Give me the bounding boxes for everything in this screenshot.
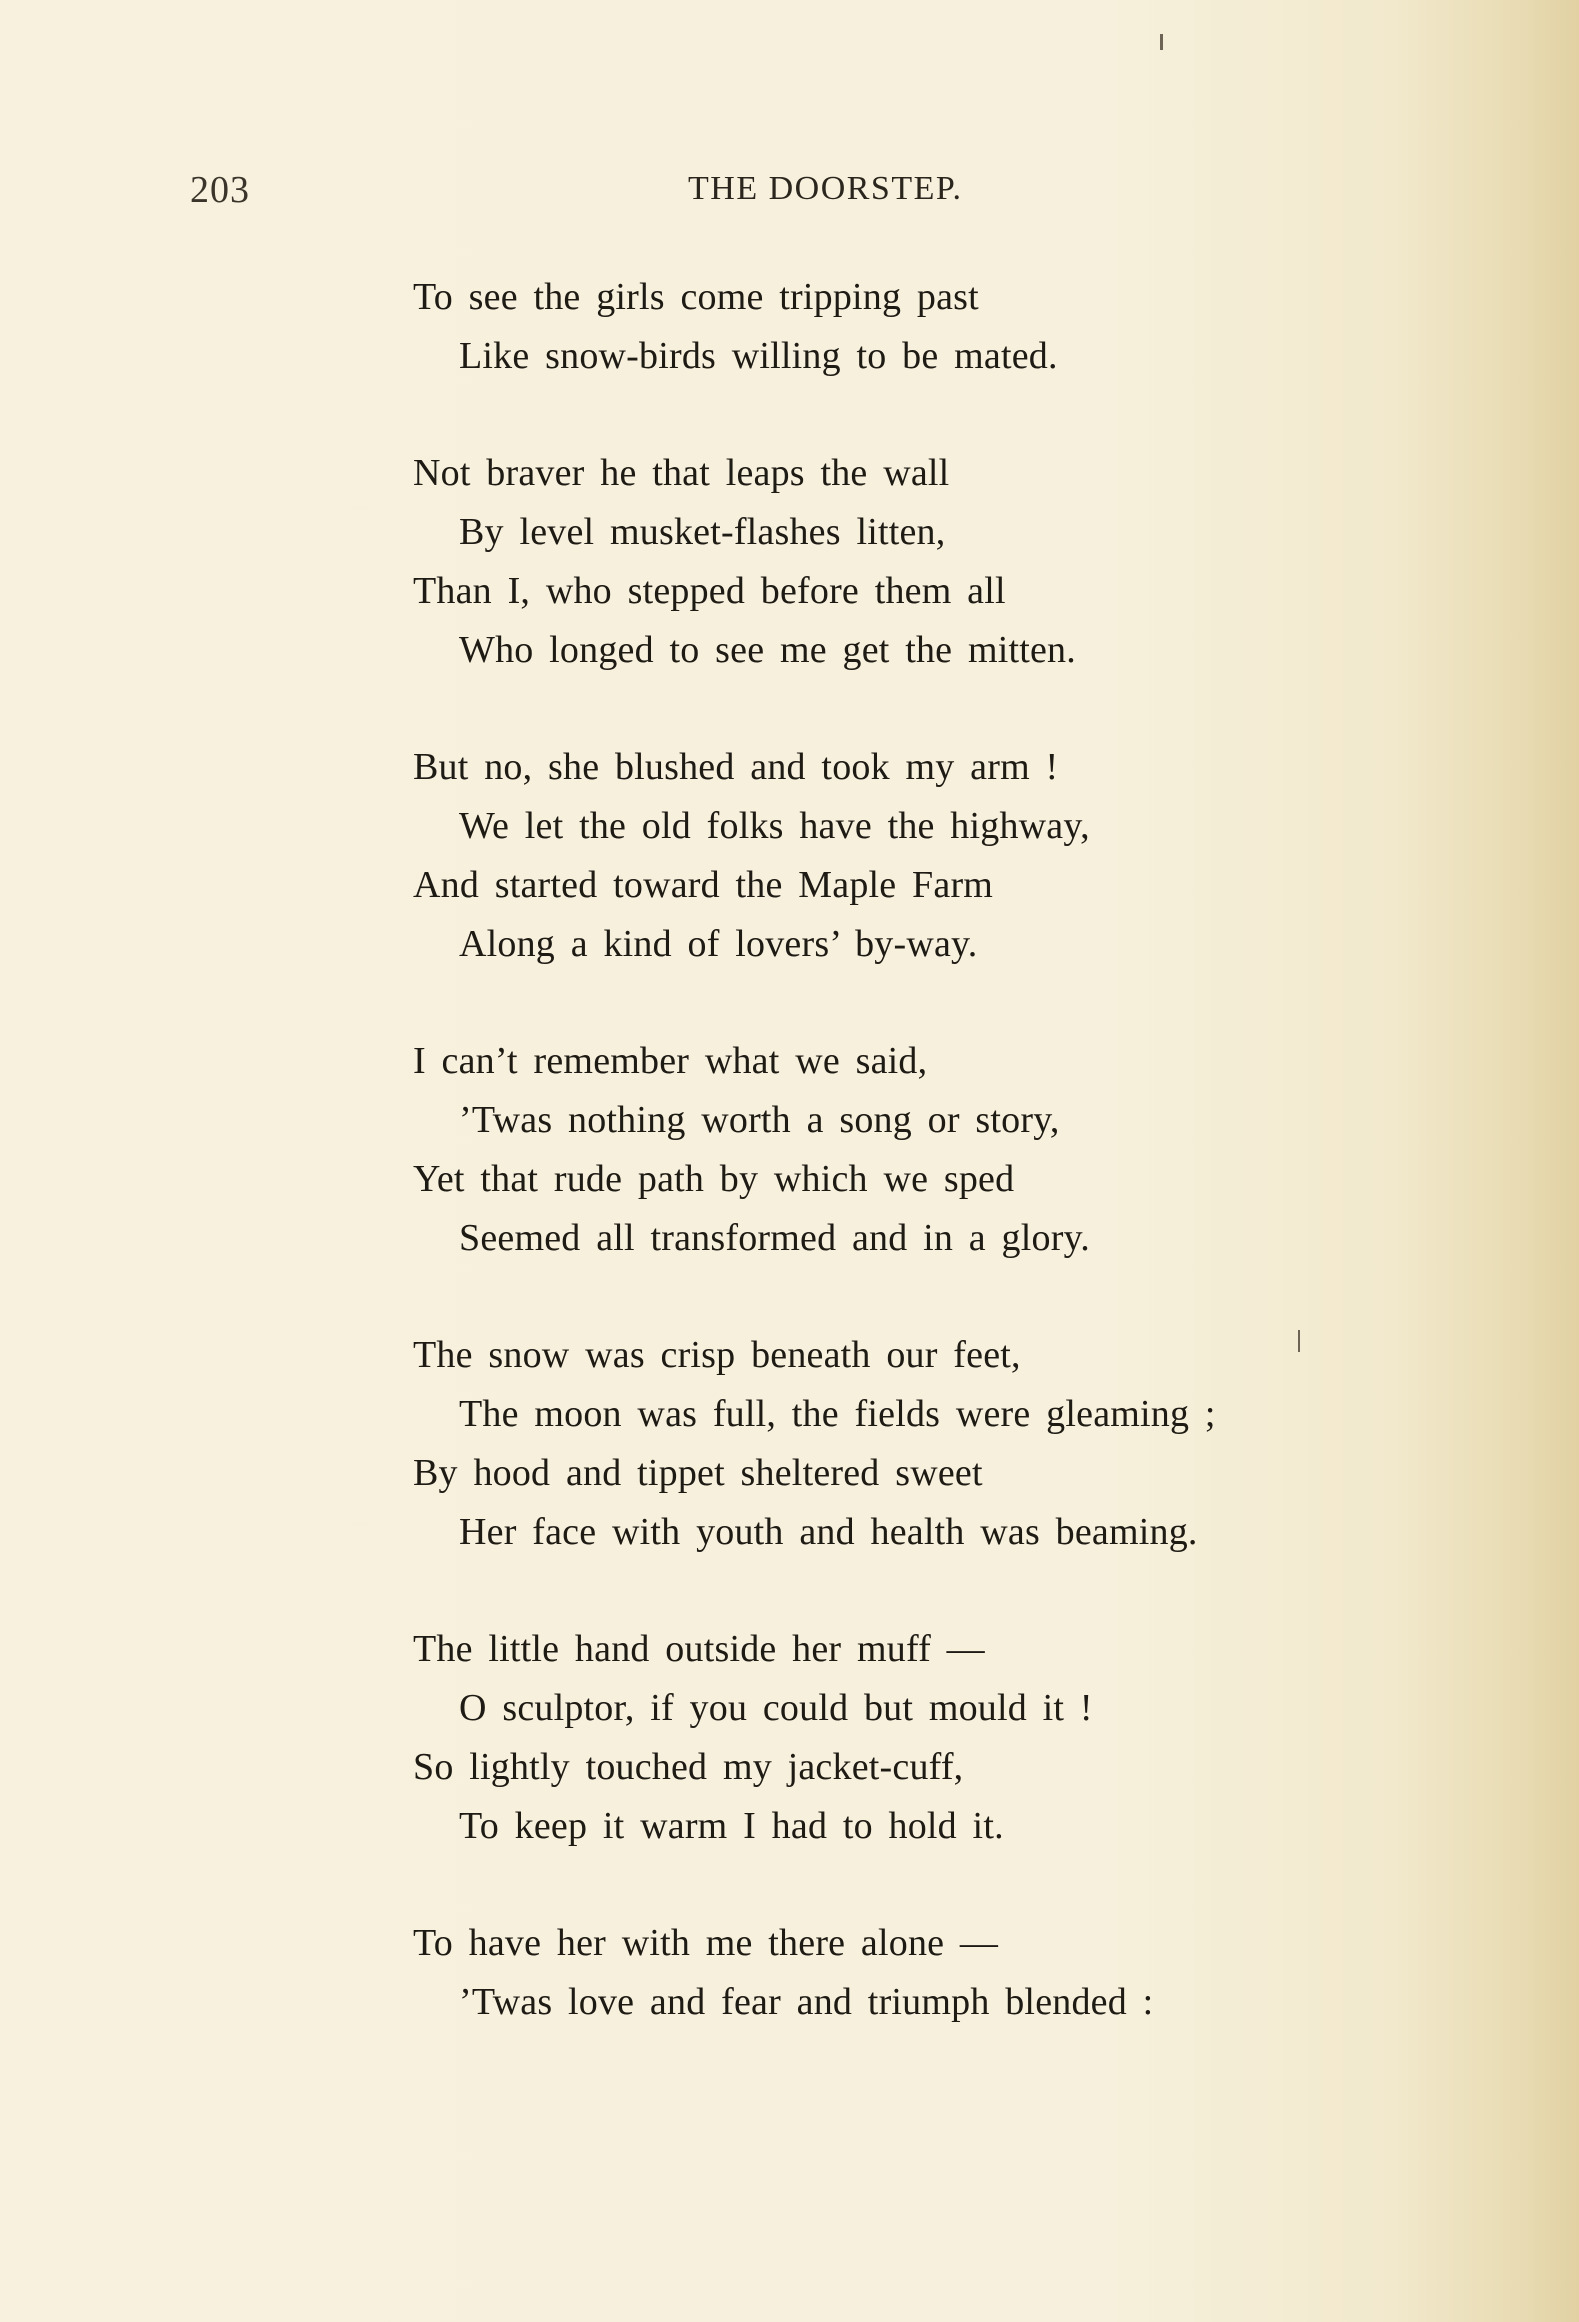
poem-line: Her face with youth and health was beaming. [459, 1511, 1198, 1553]
poem-line: By level musket-flashes litten, [459, 511, 946, 553]
poem-line: By hood and tippet sheltered sweet [413, 1452, 983, 1494]
poem-line: Not braver he that leaps the wall [413, 452, 950, 494]
poem-line: Yet that rude path by which we sped [413, 1158, 1015, 1200]
poem-body [413, 268, 1413, 2090]
poem-line: ’Twas love and fear and triumph blended : [459, 1981, 1154, 2023]
poem-line: But no, she blushed and took my arm ! [413, 746, 1059, 788]
poem-line: To have her with me there alone — [413, 1922, 999, 1964]
poem-line: Than I, who stepped before them all [413, 570, 1006, 612]
poem-line: Along a kind of lovers’ by-way. [459, 923, 978, 965]
stanza [413, 444, 1413, 680]
stanza [413, 1914, 1413, 2032]
running-head [0, 168, 1579, 218]
page-number: 203 [190, 169, 250, 211]
poem-line: The little hand outside her muff — [413, 1628, 985, 1670]
poem-line: Who longed to see me get the mitten. [459, 629, 1076, 671]
poem-line: I can’t remember what we said, [413, 1040, 928, 1082]
poem-line: ’Twas nothing worth a song or story, [459, 1099, 1060, 1141]
ink-speck [1160, 34, 1163, 50]
poem-line: We let the old folks have the highway, [459, 805, 1090, 847]
stanza [413, 1032, 1413, 1268]
poem-line: The moon was full, the fields were gleaming ; [459, 1393, 1216, 1435]
poem-line: And started toward the Maple Farm [413, 864, 994, 906]
poem-line: The snow was crisp beneath our feet, [413, 1334, 1021, 1376]
stanza [413, 268, 1413, 386]
poem-line: Seemed all transformed and in a glory. [459, 1217, 1091, 1259]
page-title: THE DOORSTEP. [688, 170, 963, 207]
poem-line: Like snow-birds willing to be mated. [459, 335, 1058, 377]
poem-line: O sculptor, if you could but mould it ! [459, 1687, 1093, 1729]
poem-line: To keep it warm I had to hold it. [459, 1805, 1004, 1847]
poem-line: So lightly touched my jacket-cuff, [413, 1746, 964, 1788]
stanza [413, 1326, 1413, 1562]
poem-line: To see the girls come tripping past [413, 276, 979, 318]
stanza [413, 738, 1413, 974]
stanza [413, 1620, 1413, 1856]
